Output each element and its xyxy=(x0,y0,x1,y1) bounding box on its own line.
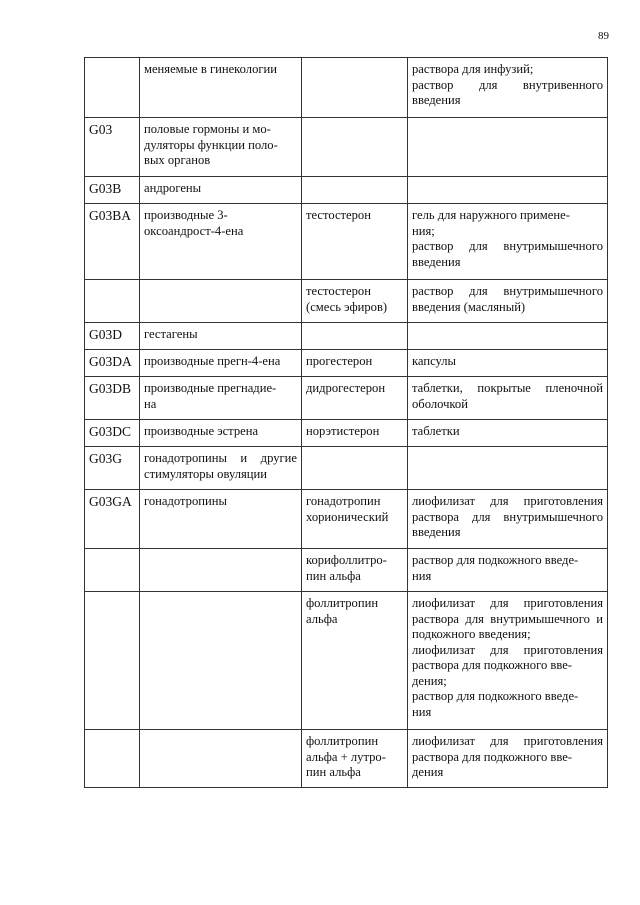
atc-code-cell: G03D xyxy=(85,323,140,350)
drug-list-table xyxy=(84,57,608,788)
drug-name-cell xyxy=(302,447,408,490)
table-body xyxy=(85,58,608,788)
table-row xyxy=(85,490,608,549)
dosage-form-cell: раствор для внутримышечного введения (масляный) xyxy=(408,280,608,323)
table-row xyxy=(85,350,608,377)
dosage-form-cell xyxy=(408,447,608,490)
atc-group-cell xyxy=(140,730,302,788)
atc-code-cell: G03GA xyxy=(85,490,140,549)
atc-code-cell: G03G xyxy=(85,447,140,490)
atc-group-cell: половые гормоны и мо- дуляторы функции поло- вых органов xyxy=(140,118,302,177)
dosage-form-cell: таблетки, покрытые пленочной оболочкой xyxy=(408,377,608,420)
table-row xyxy=(85,420,608,447)
atc-code-cell: G03DC xyxy=(85,420,140,447)
atc-group-cell: гонадотропины и другие стимуляторы овуляции xyxy=(140,447,302,490)
atc-group-cell xyxy=(140,592,302,730)
drug-name-cell xyxy=(302,118,408,177)
table-row xyxy=(85,58,608,118)
drug-name-cell: тестостерон (смесь эфиров) xyxy=(302,280,408,323)
drug-name-cell: норэтистерон xyxy=(302,420,408,447)
table-row xyxy=(85,447,608,490)
dosage-form-cell: таблетки xyxy=(408,420,608,447)
atc-code-cell: G03BA xyxy=(85,204,140,280)
table-row xyxy=(85,377,608,420)
atc-group-cell: меняемые в гинекологии xyxy=(140,58,302,118)
atc-code-cell xyxy=(85,549,140,592)
atc-code-cell: G03B xyxy=(85,177,140,204)
atc-code-cell xyxy=(85,280,140,323)
drug-name-cell xyxy=(302,58,408,118)
dosage-form-cell: капсулы xyxy=(408,350,608,377)
drug-name-cell: гонадотропин хорионический xyxy=(302,490,408,549)
atc-group-cell: производные прегнадие- на xyxy=(140,377,302,420)
drug-name-cell xyxy=(302,323,408,350)
table-row xyxy=(85,592,608,730)
dosage-form-cell: раствор для подкожного введе- ния xyxy=(408,549,608,592)
dosage-form-cell: гель для наружного примене- ния; раствор для внутримышечного введения xyxy=(408,204,608,280)
atc-code-cell: G03DB xyxy=(85,377,140,420)
drug-name-cell: фоллитропин альфа + лутро- пин альфа xyxy=(302,730,408,788)
drug-name-cell: дидрогестерон xyxy=(302,377,408,420)
drug-name-cell: фоллитропин альфа xyxy=(302,592,408,730)
atc-group-cell: гестагены xyxy=(140,323,302,350)
dosage-form-cell xyxy=(408,118,608,177)
atc-code-cell: G03DA xyxy=(85,350,140,377)
atc-code-cell xyxy=(85,730,140,788)
atc-code-cell xyxy=(85,592,140,730)
drug-name-cell: тестостерон xyxy=(302,204,408,280)
atc-code-cell: G03 xyxy=(85,118,140,177)
table-row xyxy=(85,177,608,204)
dosage-form-cell: лиофилизат для приготовления раствора для подкожного вве- дения xyxy=(408,730,608,788)
dosage-form-cell: раствора для инфузий; раствор для внутривенного введения xyxy=(408,58,608,118)
dosage-form-cell xyxy=(408,323,608,350)
table-row xyxy=(85,730,608,788)
table-row xyxy=(85,118,608,177)
table-row xyxy=(85,323,608,350)
atc-group-cell: гонадотропины xyxy=(140,490,302,549)
page-number: 89 xyxy=(598,30,609,42)
atc-group-cell: производные 3- оксоандрост-4-ена xyxy=(140,204,302,280)
dosage-form-cell: лиофилизат для приготовления раствора для внутримышечного введения xyxy=(408,490,608,549)
drug-name-cell xyxy=(302,177,408,204)
dosage-form-cell xyxy=(408,177,608,204)
atc-group-cell xyxy=(140,549,302,592)
table-row xyxy=(85,549,608,592)
table-row xyxy=(85,204,608,280)
drug-name-cell: корифоллитро- пин альфа xyxy=(302,549,408,592)
atc-group-cell: производные прегн-4-ена xyxy=(140,350,302,377)
table-row xyxy=(85,280,608,323)
drug-name-cell: прогестерон xyxy=(302,350,408,377)
atc-group-cell: андрогены xyxy=(140,177,302,204)
atc-group-cell xyxy=(140,280,302,323)
atc-code-cell xyxy=(85,58,140,118)
atc-group-cell: производные эстрена xyxy=(140,420,302,447)
dosage-form-cell: лиофилизат для приготовления раствора для внутримышечного и подкожного введения; лиофилизат для приготовления раствора для подкожного вве- дения; раствор для подкожного введе- ния xyxy=(408,592,608,730)
